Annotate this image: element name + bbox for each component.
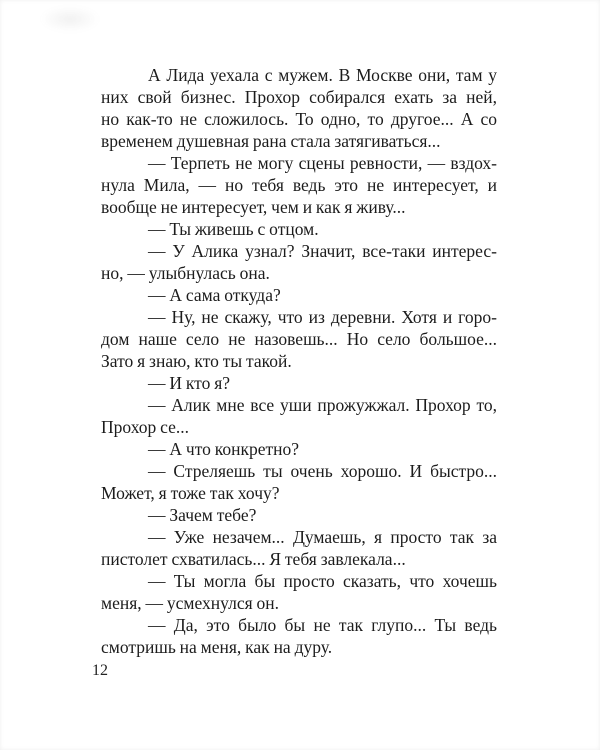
text-line: — Стреляешь ты очень хорошо. И быстро...	[148, 461, 497, 481]
text-line: — А сама откуда?	[148, 285, 281, 305]
text-line: них свой бизнес. Прохор собирался ехать за ней,	[101, 87, 497, 107]
text-line: меня, — усмехнулся он.	[101, 593, 280, 613]
text-line: — Уже незачем... Думаешь, я просто так за	[148, 527, 497, 547]
text-line: временем душевная рана стала затягиваться...	[101, 131, 441, 151]
scan-smudge	[40, 6, 100, 32]
text-line: — Алик мне все уши прожужжал. Прохор то,	[148, 395, 497, 415]
text-line: — Да, это было бы не так глупо... Ты ведь	[148, 615, 497, 635]
text-line: Прохор се...	[101, 417, 190, 437]
text-line: А Лида уехала с мужем. В Москве они, там у	[148, 65, 497, 85]
text-line: нула Мила, — но тебя ведь это не интересует, и	[101, 175, 497, 195]
text-line: — А что конкретно?	[148, 439, 300, 459]
text-line: — Ну, не скажу, что из деревни. Хотя и горо-	[148, 307, 497, 327]
text-line: — Ты живешь с отцом.	[148, 219, 319, 239]
text-line: пистолет схватилась... Я тебя завлекала...	[101, 549, 406, 569]
text-line: но как-то не сложилось. То одно, то другое... А со	[101, 109, 497, 129]
page-text	[101, 64, 497, 658]
text-line: — У Алика узнал? Значит, все-таки интерес-	[148, 241, 497, 261]
text-line: Зато я знаю, кто ты такой.	[101, 351, 292, 371]
text-line: смотришь на меня, как на дуру.	[101, 637, 333, 657]
text-line: вообще не интересует, чем и как я живу...	[101, 197, 406, 217]
text-line: Может, я тоже так хочу?	[101, 483, 280, 503]
text-line: — Терпеть не могу сцены ревности, — вздох-	[148, 153, 497, 173]
page-number: 12	[92, 662, 108, 679]
text-line: — Зачем тебе?	[148, 505, 257, 525]
text-line: — И кто я?	[148, 373, 231, 393]
text-line: дом наше село не назовешь... Но село большое...	[101, 329, 497, 349]
text-line: — Ты могла бы просто сказать, что хочешь	[148, 571, 497, 591]
text-line: но, — улыбнулась она.	[101, 263, 270, 283]
